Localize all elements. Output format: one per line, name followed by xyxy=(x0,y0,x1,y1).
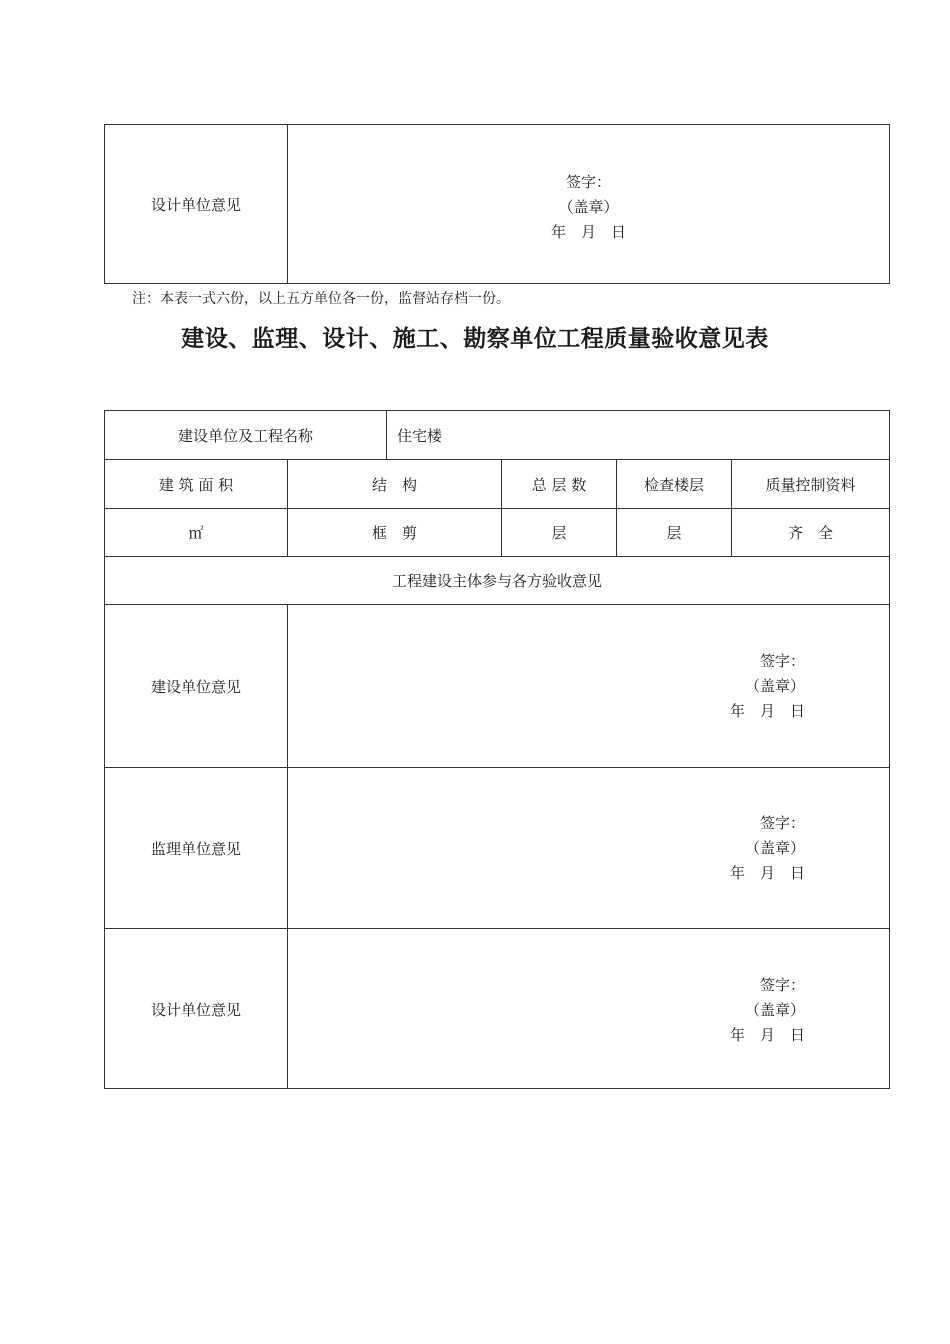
date-label: 年 月 日 xyxy=(550,223,626,241)
seal-label: （盖章） xyxy=(744,839,805,857)
signature-label: 签字： xyxy=(759,652,805,670)
signature-label: 签字： xyxy=(565,173,611,191)
value-structure: 框 剪 xyxy=(371,524,417,542)
top-opinion-table xyxy=(104,124,890,284)
header-total-floors: 总 层 数 xyxy=(531,475,587,494)
table-note: 注：本表一式六份，以上五方单位各一份，监督站存档一份。 xyxy=(132,291,510,307)
seal-label: （盖章） xyxy=(744,1001,805,1019)
design-unit-opinion-label: 设计单位意见 xyxy=(150,195,241,214)
form-title: 建设、监理、设计、施工、勘察单位工程质量验收意见表 xyxy=(181,325,769,352)
project-name-label: 建设单位及工程名称 xyxy=(177,426,313,445)
signature-block xyxy=(730,811,805,886)
supervision-unit-opinion-label: 监理单位意见 xyxy=(150,839,241,858)
design-unit-opinion-label: 设计单位意见 xyxy=(150,1000,241,1019)
project-name-value: 住宅楼 xyxy=(397,426,443,445)
signature-block xyxy=(288,170,889,245)
section-title: 工程建设主体参与各方验收意见 xyxy=(391,572,602,590)
header-building-area: 建 筑 面 积 xyxy=(158,475,234,494)
seal-label: （盖章） xyxy=(558,198,619,216)
acceptance-opinion-table xyxy=(104,410,890,1089)
seal-label: （盖章） xyxy=(744,677,805,695)
value-building-area: ㎡ xyxy=(188,524,204,542)
date-label: 年 月 日 xyxy=(729,1026,805,1044)
header-quality-docs: 质量控制资料 xyxy=(765,475,856,494)
header-structure: 结 构 xyxy=(371,475,417,494)
date-label: 年 月 日 xyxy=(729,702,805,720)
date-label: 年 月 日 xyxy=(729,864,805,882)
signature-label: 签字： xyxy=(759,814,805,832)
header-check-floor: 检查楼层 xyxy=(643,475,704,494)
construction-unit-opinion-label: 建设单位意见 xyxy=(150,677,241,696)
column-divider xyxy=(287,604,288,1088)
value-total-floors: 层 xyxy=(551,524,567,542)
signature-block xyxy=(730,649,805,724)
value-quality-docs: 齐 全 xyxy=(787,524,833,542)
value-check-floor: 层 xyxy=(666,524,682,542)
signature-block xyxy=(730,973,805,1048)
signature-label: 签字： xyxy=(759,976,805,994)
